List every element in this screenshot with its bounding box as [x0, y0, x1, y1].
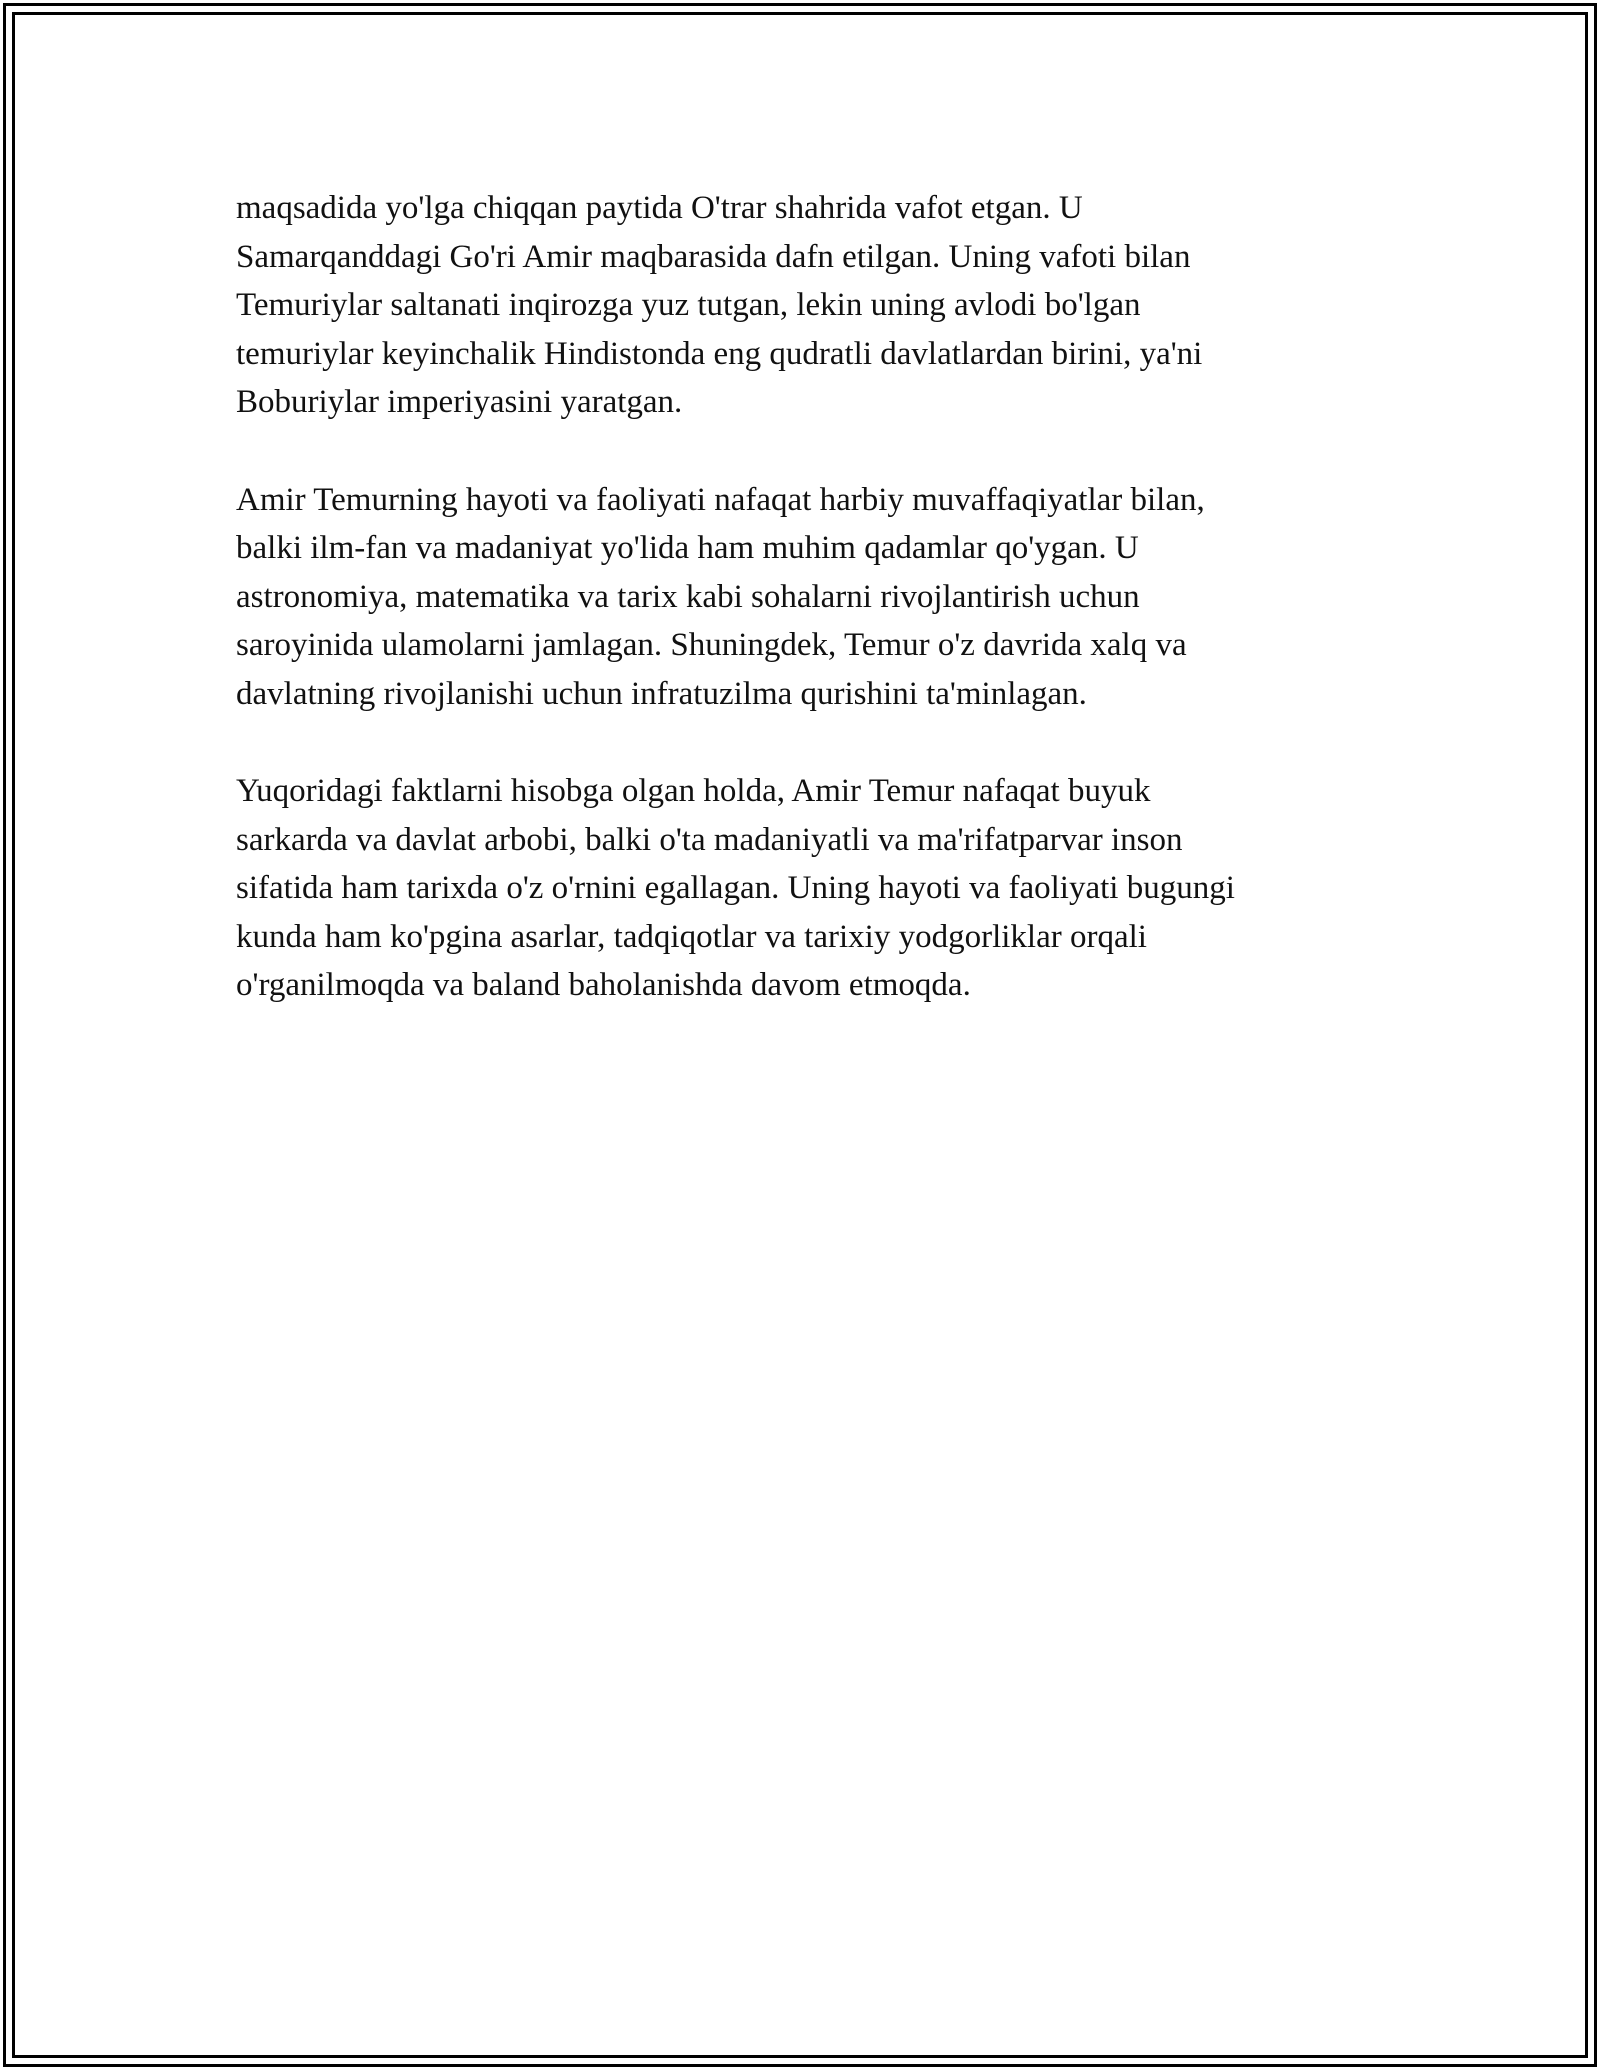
text-line: sifatida ham tarixda o'z o'rnini egallagan. Uning hayoti va faoliyati bugungi	[236, 870, 1235, 906]
text-line: davlatning rivojlanishi uchun infratuzilma qurishini ta'minlagan.	[236, 675, 1087, 712]
paragraph-3	[236, 767, 1366, 1010]
text-line: Samarqanddagi Go'ri Amir maqbarasida dafn etilgan. Uning vafoti bilan	[236, 238, 1191, 275]
text-line: Temuriylar saltanati inqirozga yuz tutgan, lekin uning avlodi bo'lgan	[236, 287, 1141, 323]
text-line: sarkarda va davlat arbobi, balki o'ta madaniyatli va ma'rifatparvar inson	[236, 821, 1183, 858]
text-line: Yuqoridagi faktlarni hisobga olgan holda, Amir Temur nafaqat buyuk	[236, 773, 1151, 809]
text-line: Amir Temurning hayoti va faoliyati nafaqat harbiy muvaffaqiyatlar bilan,	[236, 481, 1205, 518]
text-line: maqsadida yo'lga chiqqan paytida O'trar shahrida vafot etgan. U	[236, 190, 1083, 226]
text-line: Boburiylar imperiyasini yaratgan.	[236, 384, 683, 420]
text-line: temuriylar keyinchalik Hindistonda eng qudratli davlatlardan birini, ya'ni	[236, 335, 1203, 372]
text-line: kunda ham ko'pgina asarlar, tadqiqotlar va tarixiy yodgorliklar orqali	[236, 918, 1147, 955]
paragraph-1	[236, 184, 1366, 427]
text-line: balki ilm-fan va madaniyat yo'lida ham muhim qadamlar qo'ygan. U	[236, 530, 1139, 566]
text-line: o'rganilmoqda va baland baholanishda davom etmoqda.	[236, 967, 971, 1003]
text-line: saroyinida ulamolarni jamlagan. Shuningdek, Temur o'z davrida xalq va	[236, 627, 1187, 663]
document-body	[236, 184, 1366, 1059]
text-line: astronomiya, matematika va tarix kabi sohalarni rivojlantirish uchun	[236, 578, 1140, 615]
paragraph-2	[236, 476, 1366, 719]
